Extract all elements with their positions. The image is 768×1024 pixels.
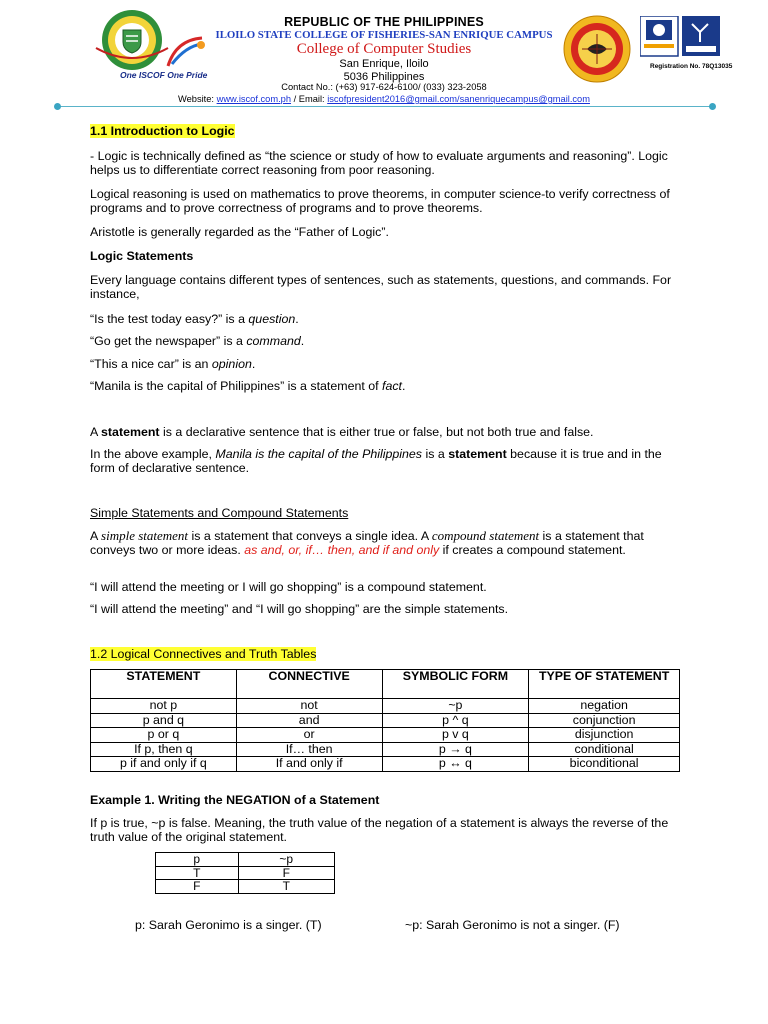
table-row [91,728,680,743]
table-cell: disjunction [529,728,680,743]
example-command: “Go get the newspaper” is a command. [90,334,305,348]
header-symbolic-form: SYMBOLIC FORM [382,670,529,699]
table-cell: negation [529,699,680,714]
slogan: One ISCOF One Pride [120,70,208,80]
intro-paragraph-1: - Logic is technically defined as “the science or study of how to evaluate arguments and reasoning”. Logic helps us to differentiate correct reasoning from poor reasoning. [90,149,668,177]
table-row [91,713,680,728]
statements-paragraph: Every language contains different types of sentences, such as statements, questions, and commands. For instance, [90,273,672,301]
table-cell: p v q [382,728,529,743]
email-label: / Email: [291,94,328,104]
registration-number: Registration No. 78Q13035 [650,63,733,70]
table-cell: biconditional [529,757,680,772]
table-row [91,742,680,757]
table-header-row [156,853,335,867]
table-row [156,880,335,894]
divider-dot-left [54,103,61,110]
college-seal-logo [562,14,632,84]
table-row [91,757,680,772]
college-name: College of Computer Studies [296,41,472,57]
table-cell: If… then [236,742,382,757]
intro-title [90,124,235,138]
website-link[interactable]: www.iscof.com.ph [216,94,292,104]
table-row [156,866,335,880]
table-header-row [91,670,680,699]
divider-dot-right [709,103,716,110]
header-p: p [156,853,239,867]
compound-example: “I will attend the meeting or I will go shopping” is a compound statement. [90,580,487,594]
table-cell: T [238,880,334,894]
above-example-paragraph: In the above example, Manila is the capital of the Philippines is a statement because it is true and in the form of declarative sentence. [90,447,662,475]
email-link[interactable]: iscofpresident2016@gmail.com/sanenriquecampus@gmail.com [327,94,590,104]
website-line [0,94,768,104]
p-statement: p: Sarah Geronimo is a singer. (T) [135,918,322,932]
table-cell: If p, then q [91,742,237,757]
table-cell: p and q [91,713,237,728]
header-type: TYPE OF STATEMENT [529,670,680,699]
table-cell: and [236,713,382,728]
header-statement: STATEMENT [91,670,237,699]
table-cell: conditional [529,742,680,757]
table-cell: p if and only if q [91,757,237,772]
table-cell: F [238,866,334,880]
intro-paragraph-2: Logical reasoning is used on mathematics to prove theorems, in computer science-to verify correctness of programs and to prove correctness of programs and to prove theorems. [90,187,670,215]
example1-title: Example 1. Writing the NEGATION of a Statement [90,793,380,807]
table-cell: If and only if [236,757,382,772]
contact-line: Contact No.: (+63) 917-624-6100/ (033) 323-2058 [281,82,487,92]
table-cell: not [236,699,382,714]
header-divider [58,106,712,107]
table-cell: conjunction [529,713,680,728]
table-cell: not p [91,699,237,714]
school-name: ILOILO STATE COLLEGE OF FISHERIES-SAN ENRIQUE CAMPUS [215,29,553,41]
example-question: “Is the test today easy?” is a question. [90,312,299,326]
intro-paragraph-3: Aristotle is generally regarded as the “Father of Logic”. [90,225,389,239]
statements-title: Logic Statements [90,249,194,263]
town: San Enrique, Iloilo [339,58,429,70]
table-cell: p → q [382,742,529,757]
simple-compound-title: Simple Statements and Compound Statements [90,506,349,520]
negation-truth-table [155,852,335,894]
intro-title-text: 1.1 Introduction to Logic [90,124,235,138]
simple-compound-paragraph: A simple statement is a statement that conveys a single idea. A compound statement is a statement that conveys two or more ideas. as and, or, if… then, and if and only if creates a compound statement. [90,528,644,557]
example-opinion: “This a nice car” is an opinion. [90,357,256,371]
table-cell: p ↔ q [382,757,529,772]
country-heading: REPUBLIC OF THE PHILIPPINES [284,15,484,29]
table-cell: p ^ q [382,713,529,728]
example1-paragraph: If p is true, ~p is false. Meaning, the truth value of the negation of a statement is always the reverse of the truth value of the original statement. [90,816,669,844]
postal: 5036 Philippines [343,71,425,83]
table-cell: ~p [382,699,529,714]
website-label: Website: [178,94,217,104]
header-not-p: ~p [238,853,334,867]
connectives-title-text: 1.2 Logical Connectives and Truth Tables [90,647,317,661]
table-cell: T [156,866,239,880]
connectives-title [90,647,316,661]
simple-example: “I will attend the meeting” and “I will go shopping” are the simple statements. [90,602,509,616]
header-connective: CONNECTIVE [236,670,382,699]
table-row [91,699,680,714]
connectives-table [90,669,680,772]
iso-certification-logo [640,16,722,64]
table-cell: F [156,880,239,894]
table-cell: or [236,728,382,743]
not-p-statement: ~p: Sarah Geronimo is not a singer. (F) [405,918,620,932]
statement-definition: A statement is a declarative sentence that is either true or false, but not both true and false. [90,425,594,439]
example-fact: “Manila is the capital of Philippines” is a statement of fact. [90,379,406,393]
table-cell: p or q [91,728,237,743]
